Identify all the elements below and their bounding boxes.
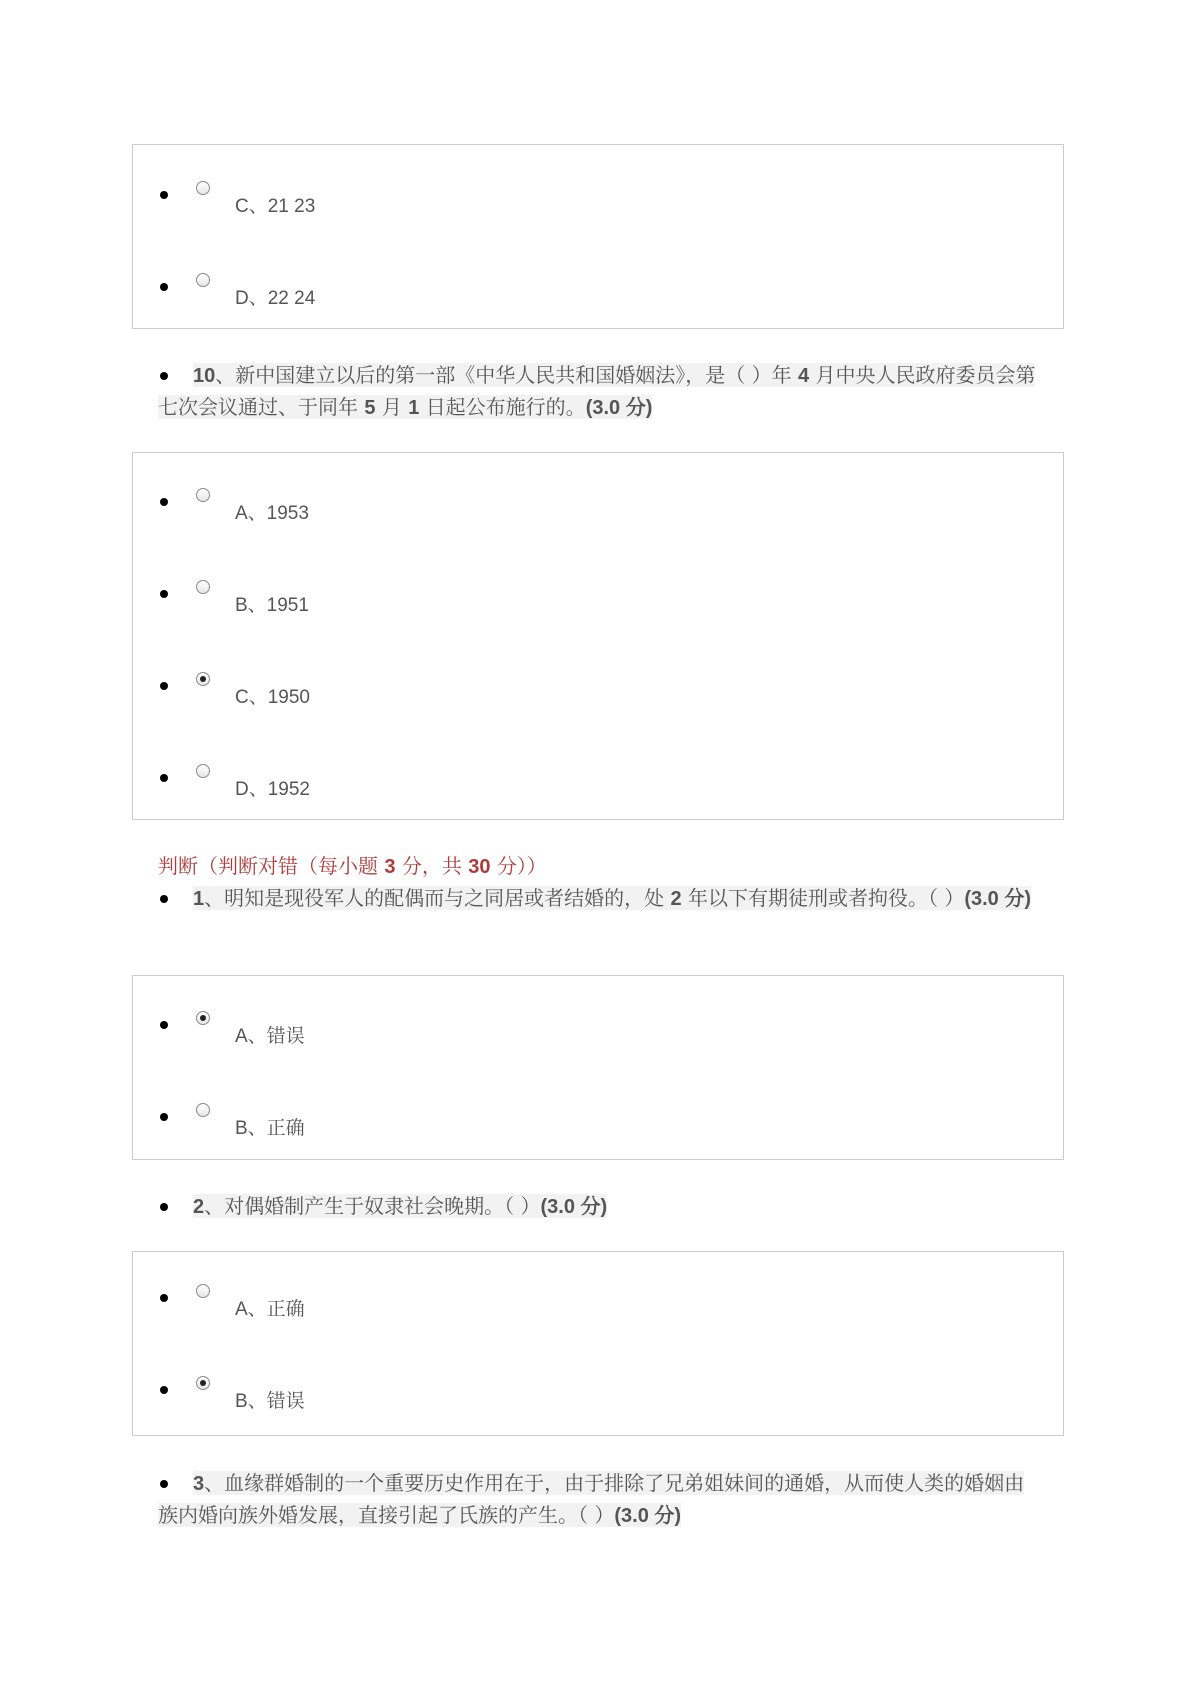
question-score: (3.0 分) [540,1196,608,1218]
radio-button[interactable] [196,488,210,502]
radio-button[interactable] [196,764,210,778]
question-text: 3、血缘群婚制的一个重要历史作用在于，由于排除了兄弟姐妹间的通婚，从而使人类的婚姻由族内婚向族外婚发展，直接引起了氏族的产生。（ ）(3.0 分) [158,1471,1025,1527]
option-label: B、正确 [235,1118,305,1139]
option-label: C、21 23 [235,196,316,217]
q9-option-d[interactable] [133,273,1063,309]
option-label: D、1952 [235,779,310,800]
bullet-dot [160,895,168,903]
radio-button[interactable] [196,1284,210,1298]
option-label: A、错误 [235,1026,305,1047]
option-label: B、1951 [235,595,309,616]
option-label: D、22 24 [235,288,316,309]
radio-button[interactable] [196,1103,210,1117]
question-score: (3.0 分) [964,888,1032,910]
j1-option-b[interactable] [133,1103,1063,1139]
question-text: 2、对偶婚制产生于奴隶社会晚期。（ ）(3.0 分) [193,1194,608,1218]
q10-option-d[interactable] [133,764,1063,800]
judge-question-2 [158,1191,1038,1223]
question-text: 1、明知是现役军人的配偶而与之同居或者结婚的，处 2 年以下有期徒刑或者拘役。（ ）(3.0 分) [193,886,1032,910]
bullet-dot [160,1386,168,1394]
bullet-dot [160,1021,168,1029]
section-title: 判断（判断对错（每小题 3 分，共 30 分）） [158,854,547,878]
bullet-dot [160,682,168,690]
question-score: (3.0 分) [614,1505,682,1527]
bullet-dot [160,774,168,782]
bullet-dot [160,590,168,598]
bullet-dot [160,1480,168,1488]
radio-button-checked[interactable] [196,1376,210,1390]
option-label: A、正确 [235,1299,305,1320]
j2-options-box [132,1251,1064,1436]
q10-option-b[interactable] [133,580,1063,616]
judge-question-1 [158,883,1038,915]
q9-option-c[interactable] [133,181,1063,217]
bullet-dot [160,1203,168,1211]
question-text: 10、新中国建立以后的第一部《中华人民共和国婚姻法》，是（ ）年 4 月中央人民政府委员会第七次会议通过、于同年 5 月 1 日起公布施行的。(3.0 分) [158,363,1036,419]
bullet-dot [160,283,168,291]
bullet-dot [160,498,168,506]
q10-option-a[interactable] [133,488,1063,524]
q10-options-box [132,452,1064,820]
j2-option-b[interactable] [133,1376,1063,1412]
bullet-dot [160,1113,168,1121]
radio-button[interactable] [196,273,210,287]
judge-question-3 [158,1468,1038,1532]
question-score: (3.0 分) [585,397,653,419]
bullet-dot [160,372,168,380]
option-label: A、1953 [235,503,309,524]
radio-button[interactable] [196,580,210,594]
question-10 [158,360,1038,424]
option-label: B、错误 [235,1391,305,1412]
j2-option-a[interactable] [133,1284,1063,1320]
j1-options-box [132,975,1064,1160]
option-label: C、1950 [235,687,310,708]
bullet-dot [160,191,168,199]
j1-option-a[interactable] [133,1011,1063,1047]
q10-option-c[interactable] [133,672,1063,708]
radio-button-checked[interactable] [196,1011,210,1025]
radio-button[interactable] [196,181,210,195]
bullet-dot [160,1294,168,1302]
q9-options-box [132,144,1064,329]
radio-button-checked[interactable] [196,672,210,686]
